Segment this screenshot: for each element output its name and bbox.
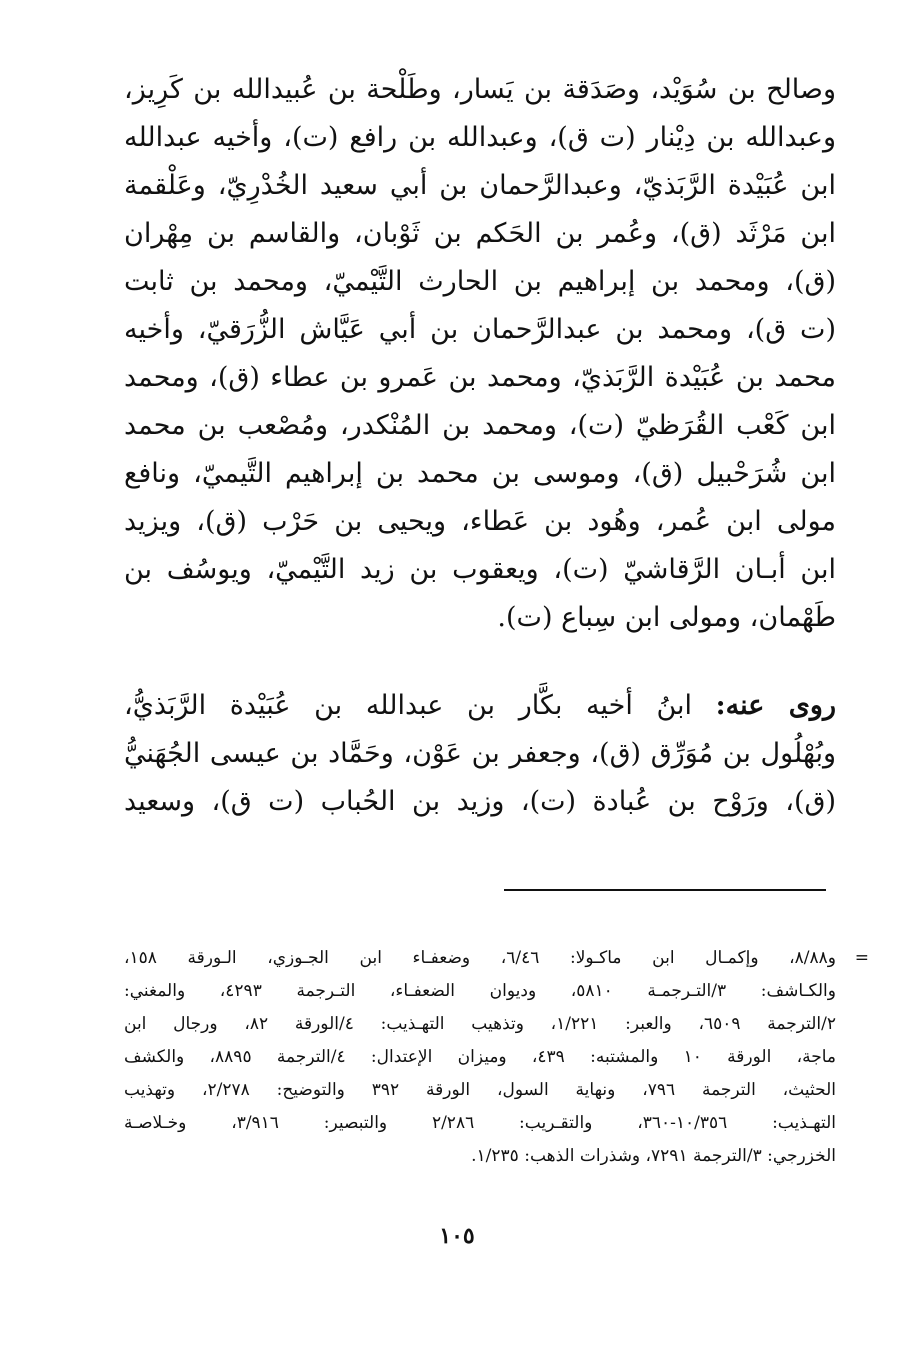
text-line: وبُهْلُول بن مُوَرِّق (ق)، وجعفر بن عَوْن، وحَمَّاد بن عيسى الجُهَنيُّ	[124, 738, 836, 769]
paragraph-gap	[124, 642, 836, 682]
text-line: (ت ق)، ومحمد بن عبدالرَّحمان بن أبي عَيَّاش الزُّرَقيّ، وأخيه	[124, 314, 836, 345]
text-line: ابن كَعْب القُرَظيّ (ت)، ومحمد بن المُنْكدر، ومُصْعب بن محمد	[124, 410, 836, 441]
footnote-line: الخزرجي: ٣/الترجمة ٧٢٩١، وشذرات الذهب: ١/٢٣٥.	[471, 1146, 836, 1166]
narrators-first-text: ابنُ أخيه بكَّار بن عبدالله بن عُبَيْدة الرَّبَذيُّ،	[124, 690, 693, 721]
footnote-line: الحثيث، الترجمة ٧٩٦، ونهاية السول، الورقة ٣٩٢ والتوضيح: ٢/٢٧٨، وتهذيب	[124, 1080, 836, 1100]
text-line: (ق)، ورَوْح بن عُبادة (ت)، وزيد بن الحُباب (ت ق)، وسعيد	[124, 786, 836, 817]
continuation-marker: =	[854, 948, 869, 968]
page-number: ١٠٥	[439, 1223, 475, 1249]
footnote-divider	[504, 889, 826, 891]
footnote-line: و٨/٨٨، وإكمـال ابن ماكـولا: ٦/٤٦، وضعفـاء ابن الجـوزي، الـورقة ١٥٨،	[124, 948, 836, 968]
main-text	[124, 66, 836, 826]
text-line: وصالح بن سُوَيْد، وصَدَقة بن يَسار، وطَلْحة بن عُبيدالله بن كَرِيز،	[124, 74, 837, 105]
text-line: محمد بن عُبَيْدة الرَّبَذيّ، ومحمد بن عَمرو بن عطاء (ق)، ومحمد	[124, 362, 836, 393]
narrators-first-line	[124, 682, 836, 730]
footnote-line: ٢/الترجمة ٦٥٠٩، والعبر: ١/٢٢١، وتذهيب التهـذيب: ٤/الورقة ٨٢، ورجال ابن	[124, 1014, 836, 1034]
text-line: ابن شُرَحْبيل (ق)، وموسى بن محمد بن إبراهيم التَّيميّ، ونافع	[124, 458, 836, 489]
text-line: طَهْمان، ومولى ابن سِباع (ت).	[497, 602, 836, 633]
footnote-line: التهـذيب: ١٠/٣٥٦-٣٦٠، والتقـريب: ٢/٢٨٦ والتبصير: ٣/٩١٦، وخـلاصـة	[124, 1113, 836, 1133]
text-line: ابن أبـان الرَّقاشيّ (ت)، ويعقوب بن زيد التَّيْميّ، ويوسُف بن	[124, 554, 836, 585]
text-line: وعبدالله بن دِيْنار (ت ق)، وعبدالله بن رافع (ت)، وأخيه عبدالله	[124, 122, 836, 153]
text-line: مولى ابن عُمر، وهُود بن عَطاء، ويحيى بن حَرْب (ق)، ويزيد	[124, 506, 836, 537]
footnotes	[124, 942, 869, 1173]
footnote-line: والكـاشف: ٣/التـرجمـة ٥٨١٠، وديوان الضعفـاء، التـرجمة ٤٢٩٣، والمغني:	[124, 981, 836, 1001]
text-line: ابن مَرْثَد (ق)، وعُمر بن الحَكم بن ثَوْبان، والقاسم بن مِهْران	[124, 218, 836, 249]
narrators-heading: روى عنه:	[715, 690, 836, 721]
text-line: (ق)، ومحمد بن إبراهيم بن الحارث التَّيْميّ، ومحمد بن ثابت	[124, 266, 836, 297]
text-line: ابن عُبَيْدة الرَّبَذيّ، وعبدالرَّحمان بن أبي سعيد الخُدْرِيّ، وعَلْقمة	[124, 170, 836, 201]
footnote-line: ماجة، الورقة ١٠ والمشتبه: ٤٣٩، وميزان الإعتدال: ٤/الترجمة ٨٨٩٥، والكشف	[124, 1047, 837, 1067]
